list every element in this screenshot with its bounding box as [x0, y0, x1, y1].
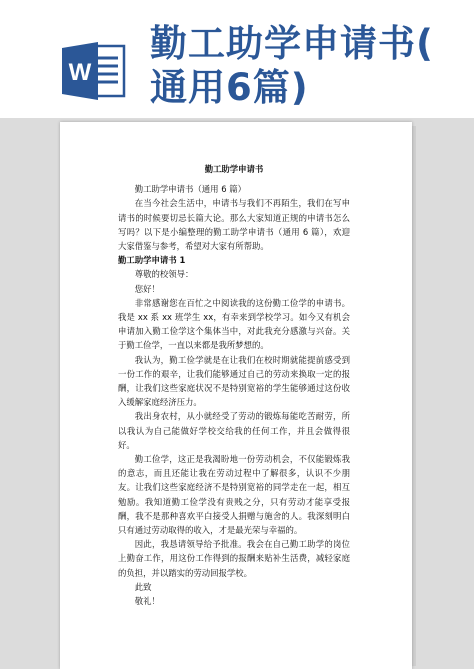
page-title-line2: 通用6篇) — [150, 66, 309, 109]
body-paragraph-4: 勤工俭学，这正是我渴盼地一份劳动机会，不仅能锻炼我的意志，而且还能让我在劳动过程中了解很多，认识不少朋友。让我们这些家庭经济不是特别宽裕的同学走在一起，相互勉励。我知道勤工俭学没有贵贱之分，只有劳动才能享受报酬，我不是那种喜欢平白接受人捐赠与施舍的人。我深刻明白只有通过劳动取得的收入，才是最光荣与幸福的。 — [118, 454, 350, 536]
greeting: 您好！ — [134, 283, 160, 294]
closing-line-1: 此致 — [134, 581, 152, 592]
body-paragraph-5: 因此，我恳请领导给予批准。我会在自己勤工助学的岗位上勤奋工作，用这份工作得到的报酬来贴补生活费，减轻家庭的负担，并以踏实的劳动回报学校。 — [118, 539, 350, 578]
section-heading: 勤工助学申请书 1 — [118, 255, 186, 266]
body-paragraph-1: 非常感谢您在百忙之中阅读我的这份勤工俭学的申请书。我是 xx 系 xx 班学生 xx，有幸来到学校学习。如今又有机会申请加入勤工俭学这个集体当中，对此我充分感激与兴奋。关于勤工俭学，一直以来都是我所梦想的。 — [118, 297, 350, 351]
document-page — [60, 122, 412, 669]
document-subtitle: 勤工助学申请书（通用 6 篇） — [134, 184, 246, 195]
body-paragraph-3: 我出身农村，从小就经受了劳动的锻炼每能吃苦耐劳，所以我认为自己能做好学校交给我的任何工作，并且会做得很好。 — [118, 411, 350, 450]
svg-text:W: W — [68, 59, 92, 86]
page-title-line1: 勤工助学申请书( — [150, 22, 434, 65]
header-banner — [0, 0, 474, 118]
page-title — [150, 22, 468, 110]
closing-line-2: 敬礼！ — [134, 596, 160, 607]
body-paragraph-2: 我认为，勤工俭学就是在让我们在校时期就能提前感受到一份工作的艰辛，让我们能够通过自己的劳动来换取一定的报酬，让我们这些家庭状况不是特别宽裕的学生能够通过这份收入缓解家庭经济压力。 — [118, 354, 350, 408]
document-title: 勤工助学申请书 — [204, 164, 264, 174]
salutation: 尊敬的校领导： — [134, 269, 194, 280]
document-content — [118, 162, 350, 608]
intro-paragraph: 在当今社会生活中，申请书与我们不再陌生，我们在写申请书的时候要切忌长篇大论。那么大家知道正规的申请书怎么写吗？以下是小编整理的勤工助学申请书（通用 6 篇），欢迎大家借鉴与参考，希望对大家有所帮助。 — [118, 198, 350, 252]
word-document-icon — [62, 40, 126, 102]
